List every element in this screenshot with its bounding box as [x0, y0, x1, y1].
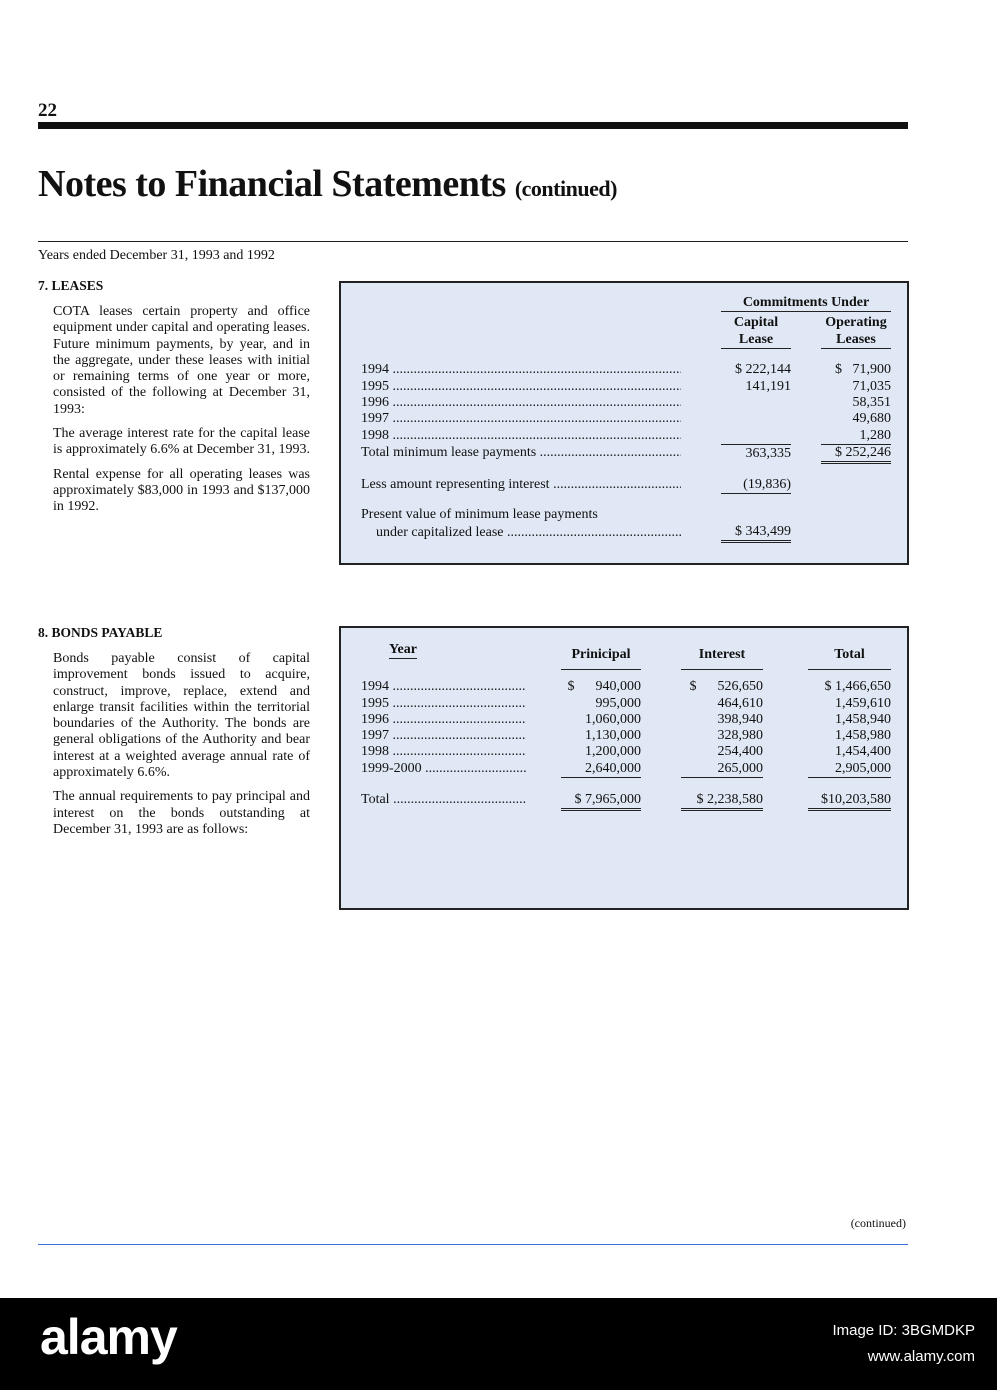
- cell: $ 222,144: [735, 362, 791, 378]
- row-label: 1998 .....: [361, 744, 526, 760]
- cell: 141,191: [745, 378, 791, 394]
- col-principal: Prinicipal: [561, 642, 641, 669]
- cell: 398,940: [717, 711, 763, 727]
- cell: 254,400: [717, 744, 763, 760]
- cell: 2,640,000: [561, 761, 641, 778]
- cell: 1,458,940: [835, 711, 891, 727]
- leases-paragraph: COTA leases certain property and office equipment under capital and operating leases. Future minimum payments, by year, and in the aggregate, under these leases with initial or remaining terms of one year or more, consisted of the following at December 31, 1993:: [53, 304, 310, 417]
- cell: $ 7,965,000: [561, 792, 641, 810]
- header-rule: [38, 122, 908, 129]
- cell: 58,351: [852, 394, 891, 410]
- row-label: 1994 .....: [361, 679, 526, 695]
- cell: $ 71,900: [835, 362, 891, 378]
- bonds-paragraph: Bonds payable consist of capital improvement bonds issued to acquire, construct, improve, replace, extend and enlarge transit facilities within the territorial boundaries of the Authority. The bonds are general obligations of the Authority and bear interest at a weighted average annual rate of approximately 6.6%.: [53, 651, 310, 781]
- table-row: [361, 761, 891, 778]
- cell: (19,836): [721, 477, 791, 494]
- cell: 49,680: [852, 411, 891, 427]
- watermark-url: www.alamy.com: [867, 1348, 975, 1365]
- table-row: [361, 428, 891, 445]
- cell: 265,000: [681, 761, 763, 778]
- leases-table-box: [339, 281, 909, 565]
- table-row: [361, 411, 891, 427]
- row-label: Present value of minimum lease payments: [361, 507, 598, 523]
- row-label: Total minimum lease payments .....: [361, 444, 681, 462]
- cell: 1,458,980: [835, 728, 891, 744]
- row-label: Less amount representing interest .....: [361, 477, 681, 494]
- bonds-section: [38, 625, 310, 846]
- footer-rule: [38, 1244, 908, 1245]
- group-header: Commitments Under: [721, 295, 891, 312]
- continued-note: (continued): [850, 1216, 906, 1230]
- cell: 363,335: [745, 445, 791, 461]
- bonds-table-box: [339, 626, 909, 910]
- cell: 995,000: [595, 695, 641, 711]
- row-label: 1999-2000 .....: [361, 761, 526, 778]
- bonds-paragraph: The annual requirements to pay principal and interest on the bonds outstanding at December 31, 1993 are as follows:: [53, 789, 310, 837]
- cell: 1,459,610: [835, 695, 891, 711]
- cell: [721, 411, 791, 427]
- title-rule: [38, 241, 908, 242]
- leases-paragraph: Rental expense for all operating leases was approximately $83,000 in 1993 and $137,000 in 1992.: [53, 466, 310, 515]
- cell: 2,905,000: [808, 761, 891, 778]
- table-row: [361, 679, 891, 695]
- table-row: [361, 395, 891, 411]
- pv-row: [361, 524, 891, 542]
- row-label: 1996 .....: [361, 395, 681, 411]
- bonds-heading: 8. BONDS PAYABLE: [38, 625, 163, 640]
- row-label: 1995 .....: [361, 696, 526, 712]
- cell: 1,130,000: [585, 728, 641, 744]
- col-capital-lease: Capital Lease: [721, 312, 791, 349]
- total-row: [361, 444, 891, 462]
- row-label: 1998 .....: [361, 428, 681, 445]
- row-label: under capitalized lease .....: [361, 524, 681, 542]
- cell: $ 252,246: [821, 444, 891, 462]
- row-label: 1996 .....: [361, 712, 526, 728]
- page-title: [38, 162, 617, 206]
- table-row: [361, 696, 891, 712]
- row-label: 1994 .....: [361, 362, 681, 378]
- watermark-bar: [0, 1298, 997, 1390]
- period-text: Years ended December 31, 1993 and 1992: [38, 248, 275, 263]
- watermark-logo: alamy: [40, 1309, 177, 1365]
- cell: 464,610: [717, 695, 763, 711]
- cell: 1,454,400: [835, 744, 891, 760]
- page-number: 22: [38, 100, 57, 121]
- cell: 1,200,000: [585, 744, 641, 760]
- row-label: 1995 .....: [361, 379, 681, 395]
- table-row: [361, 744, 891, 760]
- cell: $ 1,466,650: [824, 679, 891, 695]
- leases-paragraph: The average interest rate for the capital lease is approximately 6.6% at December 31, 1993.: [53, 426, 310, 458]
- table-row: [361, 379, 891, 395]
- leases-table: [361, 295, 891, 543]
- cell: [721, 395, 791, 411]
- bonds-table: [361, 642, 891, 811]
- cell: $10,203,580: [808, 792, 891, 810]
- cell: $ 343,499: [721, 524, 791, 542]
- leases-section: [38, 278, 310, 524]
- interest-row: [361, 477, 891, 494]
- row-label: 1997 .....: [361, 728, 526, 744]
- cell: 328,980: [717, 728, 763, 744]
- header-row: [361, 642, 891, 669]
- col-operating-leases: Operating Leases: [821, 312, 891, 349]
- cell: $ 940,000: [567, 679, 641, 695]
- title-suffix: (continued): [514, 176, 617, 201]
- col-total: Total: [808, 642, 891, 669]
- table-row: [361, 728, 891, 744]
- cell: 71,035: [852, 378, 891, 394]
- cell: [721, 428, 791, 445]
- title-text: Notes to Financial Statements: [38, 163, 506, 205]
- leases-heading: 7. LEASES: [38, 278, 104, 293]
- table-row: [361, 362, 891, 378]
- col-interest: Interest: [681, 642, 763, 669]
- watermark-id: Image ID: 3BGMDKP: [832, 1322, 975, 1339]
- cell: 1,060,000: [585, 711, 641, 727]
- row-label: 1997 .....: [361, 411, 681, 427]
- row-label: Total .....: [361, 792, 526, 810]
- cell: $ 526,650: [689, 679, 763, 695]
- col-year: Year: [389, 642, 417, 659]
- table-row: [361, 712, 891, 728]
- total-row: [361, 792, 891, 810]
- cell: 1,280: [821, 428, 891, 445]
- cell: $ 2,238,580: [681, 792, 763, 810]
